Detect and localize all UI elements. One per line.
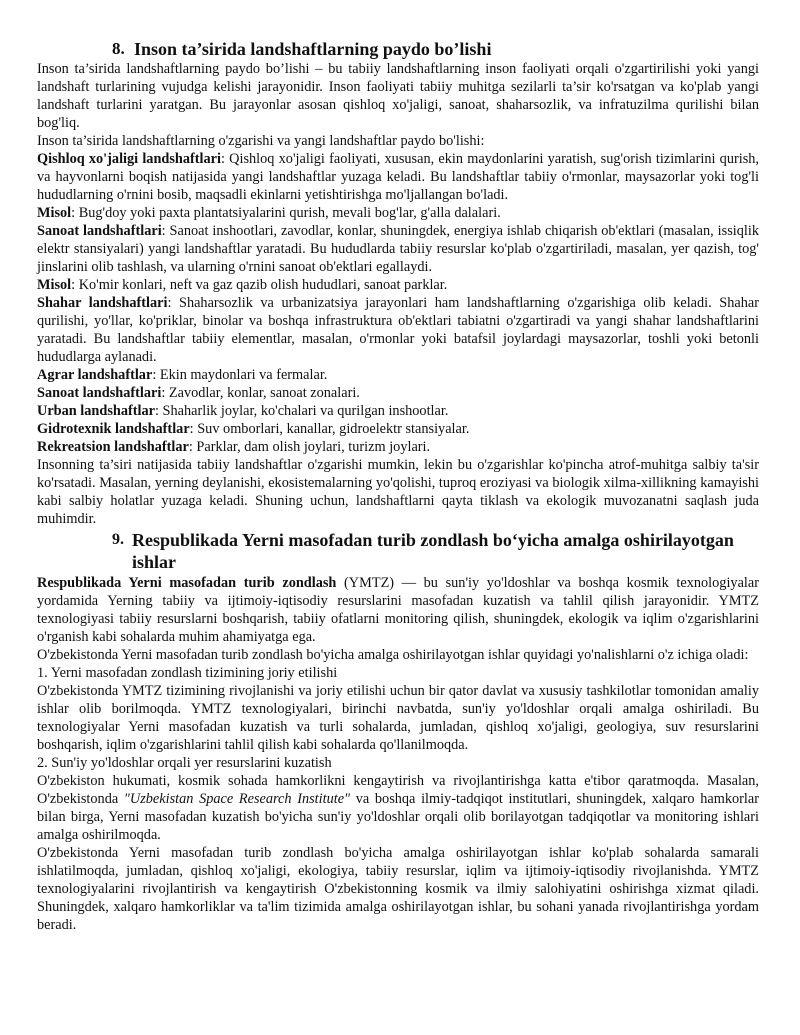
agri-landscapes-paragraph xyxy=(37,150,759,204)
section-9-number: 9. xyxy=(112,531,124,548)
section-8-number: 8. xyxy=(112,39,125,58)
landscape-type-term: Urban landshaftlar xyxy=(37,403,155,419)
landscape-type-term: Gidrotexnik landshaftlar xyxy=(37,421,190,437)
agri-example-paragraph xyxy=(37,204,759,222)
section-9-directions-intro: O'zbekistonda Yerni masofadan turib zondlash bo'yicha amalga oshirilayotgan ishlar quyidagi yo'nalishlarni o'z ichiga oladi: xyxy=(37,647,749,663)
city-landscapes-term: Shahar landshaftlari xyxy=(37,295,168,311)
section-8-heading xyxy=(37,38,759,60)
section-8-title: Inson ta’sirida landshaftlarning paydo bo’lishi xyxy=(134,39,492,59)
landscape-type-recreational xyxy=(37,438,759,456)
section-8-intro: Inson ta’sirida landshaftlarning paydo bo’lishi – bu tabiiy landshaftlarning inson faoliyati orqali o'zgartirilishi yoki yangi landshaft turlarining vujudga kelishi jarayonidir. Inson faoliyati tabiiy muhitga sezilarli ta’sir ko'rsatgan va ko'plab yangi landshaft turlarini yaratgan. Bu jarayonlar asosan qishloq xo'jaligi, sanoat, shaharsozlik, va infratuzilma qurilishi bilan bog'liq. xyxy=(37,61,759,131)
landscape-type-industrial xyxy=(37,384,759,402)
direction-1-title: 1. Yerni masofadan zondlash tizimining joriy etilishi xyxy=(37,665,338,681)
industrial-example-label: Misol xyxy=(37,277,72,293)
landscape-type-agrar xyxy=(37,366,759,384)
ymtz-definition: (YMTZ) — bu sun'iy yo'ldoshlar va boshqa kosmik texnologiyalar yordamida Yerning tabiiy va ijtimoiy-iqtisodiy resurslarini masofadan kuzatish va tahlil qilish jarayonidir. YMTZ texnologiyasi tabiiy resurslarni boshqarish, tabiiy ofatlarni monitoring qilish, shuningdek, ekologik va iqlim o'zgarishlarini o'rganish kabi sohalarda muhim ahamiyatga ega. xyxy=(37,575,759,645)
agri-landscapes-text: : Qishloq xo'jaligi faoliyati, xususan, ekin maydonlarini yaratish, sug'orish tizimlarini qurish, va hayvonlarni boqish natijasida yangi landshaftlar yuzaga keladi. Bu landshaftlar tabiiy o'rmonlar, maysazorlar yoki tog'li hududlarning o'rnini bosib, maqsadli ekinlarni yetishtirishga mo'ljallangan bo'ladi. xyxy=(37,151,759,203)
landscape-type-text: : Ekin maydonlari va fermalar. xyxy=(152,367,328,383)
industrial-landscapes-paragraph xyxy=(37,222,759,276)
landscape-type-urban xyxy=(37,402,759,420)
landscape-type-text: : Zavodlar, konlar, sanoat zonalari. xyxy=(161,385,360,401)
landscape-type-term: Sanoat landshaftlari xyxy=(37,385,162,401)
section-9-intro xyxy=(37,574,759,646)
city-landscapes-text: : Shaharsozlik va urbanizatsiya jarayonlari ham landshaftlarning o'zgarishiga olib keladi. Shahar qurilishi, yo'llar, ko'priklar, binolar va boshqa infrastruktura ob'ektlari tabiatni o'zgartiradi va yangi shahar landshaftlarini yaratadi. Bu landshaftlar tabiiy elementlar, masalan, o'rmonlar yoki batafsil joylardagi maysazorlar, toshli yoki betonli hududlarga aylanadi. xyxy=(37,295,759,365)
document-page xyxy=(37,38,759,934)
direction-2-text-a: O'zbekiston hukumati, kosmik sohada hamkorlikni kengaytirish va rivojlantirishga katta e'tibor qaratmoqda. Masalan, O'zbekistonda xyxy=(37,773,759,807)
landscape-type-text: : Parklar, dam olish joylari, turizm joylari. xyxy=(188,439,431,455)
section-9-closing: O'zbekistonda Yerni masofadan turib zondlash bo'yicha amalga oshirilayotgan ishlar ko'plab sohalarda samarali ishlatilmoqda, jumladan, qishloq xo'jaligi, ekologiya, tabiiy resurslar, iqlim va ijtimoiy-iqtisodiy rivojlanishda. YMTZ texnologiyalarini rivojlantirish va kengaytirish O'zbekistonning kosmik va ilmiy salohiyatini oshirishga xizmat qiladi. Shuningdek, xalqaro hamkorliklar va ta'lim tizimida amalga oshirilayotgan ishlar, bu sohani yanada rivojlantirishga yordam beradi. xyxy=(37,845,759,933)
industrial-landscapes-text: : Sanoat inshootlari, zavodlar, konlar, shuningdek, energiya ishlab chiqarish ob'ektlari (masalan, issiqlik elektr stansiyalari) yangi landshaftlar yaratadi. Bu hududlarda tabiiy resurslar ko'plab o'zgartiriladi, masalan, yer qazish, tog' jinslarini olib tashlash, va ularning o'rnini sanoat ob'ektlari egallaydi. xyxy=(37,223,759,275)
ymtz-term: Respublikada Yerni masofadan turib zondlash xyxy=(37,575,337,591)
direction-2-title: 2. Sun'iy yo'ldoshlar orqali yer resurslarini kuzatish xyxy=(37,755,332,771)
industrial-landscapes-term: Sanoat landshaftlari xyxy=(37,223,162,239)
direction-2-text-b: va boshqa ilmiy-tadqiqot institutlari, shuningdek, xalqaro hamkorlar bilan birga, Yerni masofadan kuzatish bo'yicha sun'iy yo'ldoshlar orqali olib borilayotgan tadqiqotlar va monitoring ishlari amalga oshirilmoqda. xyxy=(37,791,759,843)
direction-2-paragraph xyxy=(37,772,759,844)
landscape-type-hydrotechnical xyxy=(37,420,759,438)
section-9-heading xyxy=(37,529,759,573)
direction-1-text: O'zbekistonda YMTZ tizimining rivojlanishi va joriy etilishi uchun bir qator davlat va xususiy tashkilotlar tomonidan amaliy ishlar olib borilmoqda. YMTZ texnologiyalari, birinchi navbatda, sun'iy yo'ldoshlar orqali amalga oshiriladi. Bu texnologiyalar Yerni masofadan kuzatish va turli sohalarda, jumladan, qishloq xo'jaligi, geologiya, suv resurslarini boshqarish, iqlim o'zgarishlarini tahlil qilish kabi sohalarda qo'llanilmoqda. xyxy=(37,683,759,753)
industrial-example-text: : Ko'mir konlari, neft va gaz qazib olish hududlari, sanoat parklar. xyxy=(71,277,448,293)
agri-landscapes-term: Qishloq xo'jaligi landshaftlari xyxy=(37,151,221,167)
industrial-example-paragraph xyxy=(37,276,759,294)
section-8-closing: Insonning ta’siri natijasida tabiiy landshaftlar o'zgarishi mumkin, lekin bu o'zgarishlar ko'pincha atrof-muhitga salbiy ta'sir ko'rsatadi. Masalan, yerning deylanishi, ekosistemalarning yo'qolishi, tuproq eroziyasi va biologik xilma-xillikning kamayishi kabi salbiy holatlar yuzaga keladi. Shuning uchun, landshaftlarni qayta tiklash va ekologik muvozanatni saqlash juda muhimdir. xyxy=(37,457,759,527)
agri-example-text: : Bug'doy yoki paxta plantatsiyalarini qurish, mevali bog'lar, g'alla dalalari. xyxy=(71,205,501,221)
section-8-subintro: Inson ta’sirida landshaftlarning o'zgarishi va yangi landshaftlar paydo bo'lishi: xyxy=(37,133,485,149)
section-9-title: Respublikada Yerni masofadan turib zondlash bo‘yicha amalga oshirilayotgan ishlar xyxy=(132,530,734,572)
institute-name: "Uzbekistan Space Research Institute" xyxy=(123,791,351,807)
landscape-type-text: : Shaharlik joylar, ko'chalari va qurilgan inshootlar. xyxy=(154,403,449,419)
city-landscapes-paragraph xyxy=(37,294,759,366)
agri-example-label: Misol xyxy=(37,205,72,221)
landscape-type-text: : Suv omborlari, kanallar, gidroelektr stansiyalar. xyxy=(189,421,470,437)
landscape-type-term: Rekreatsion landshaftlar xyxy=(37,439,189,455)
landscape-type-term: Agrar landshaftlar xyxy=(37,367,153,383)
